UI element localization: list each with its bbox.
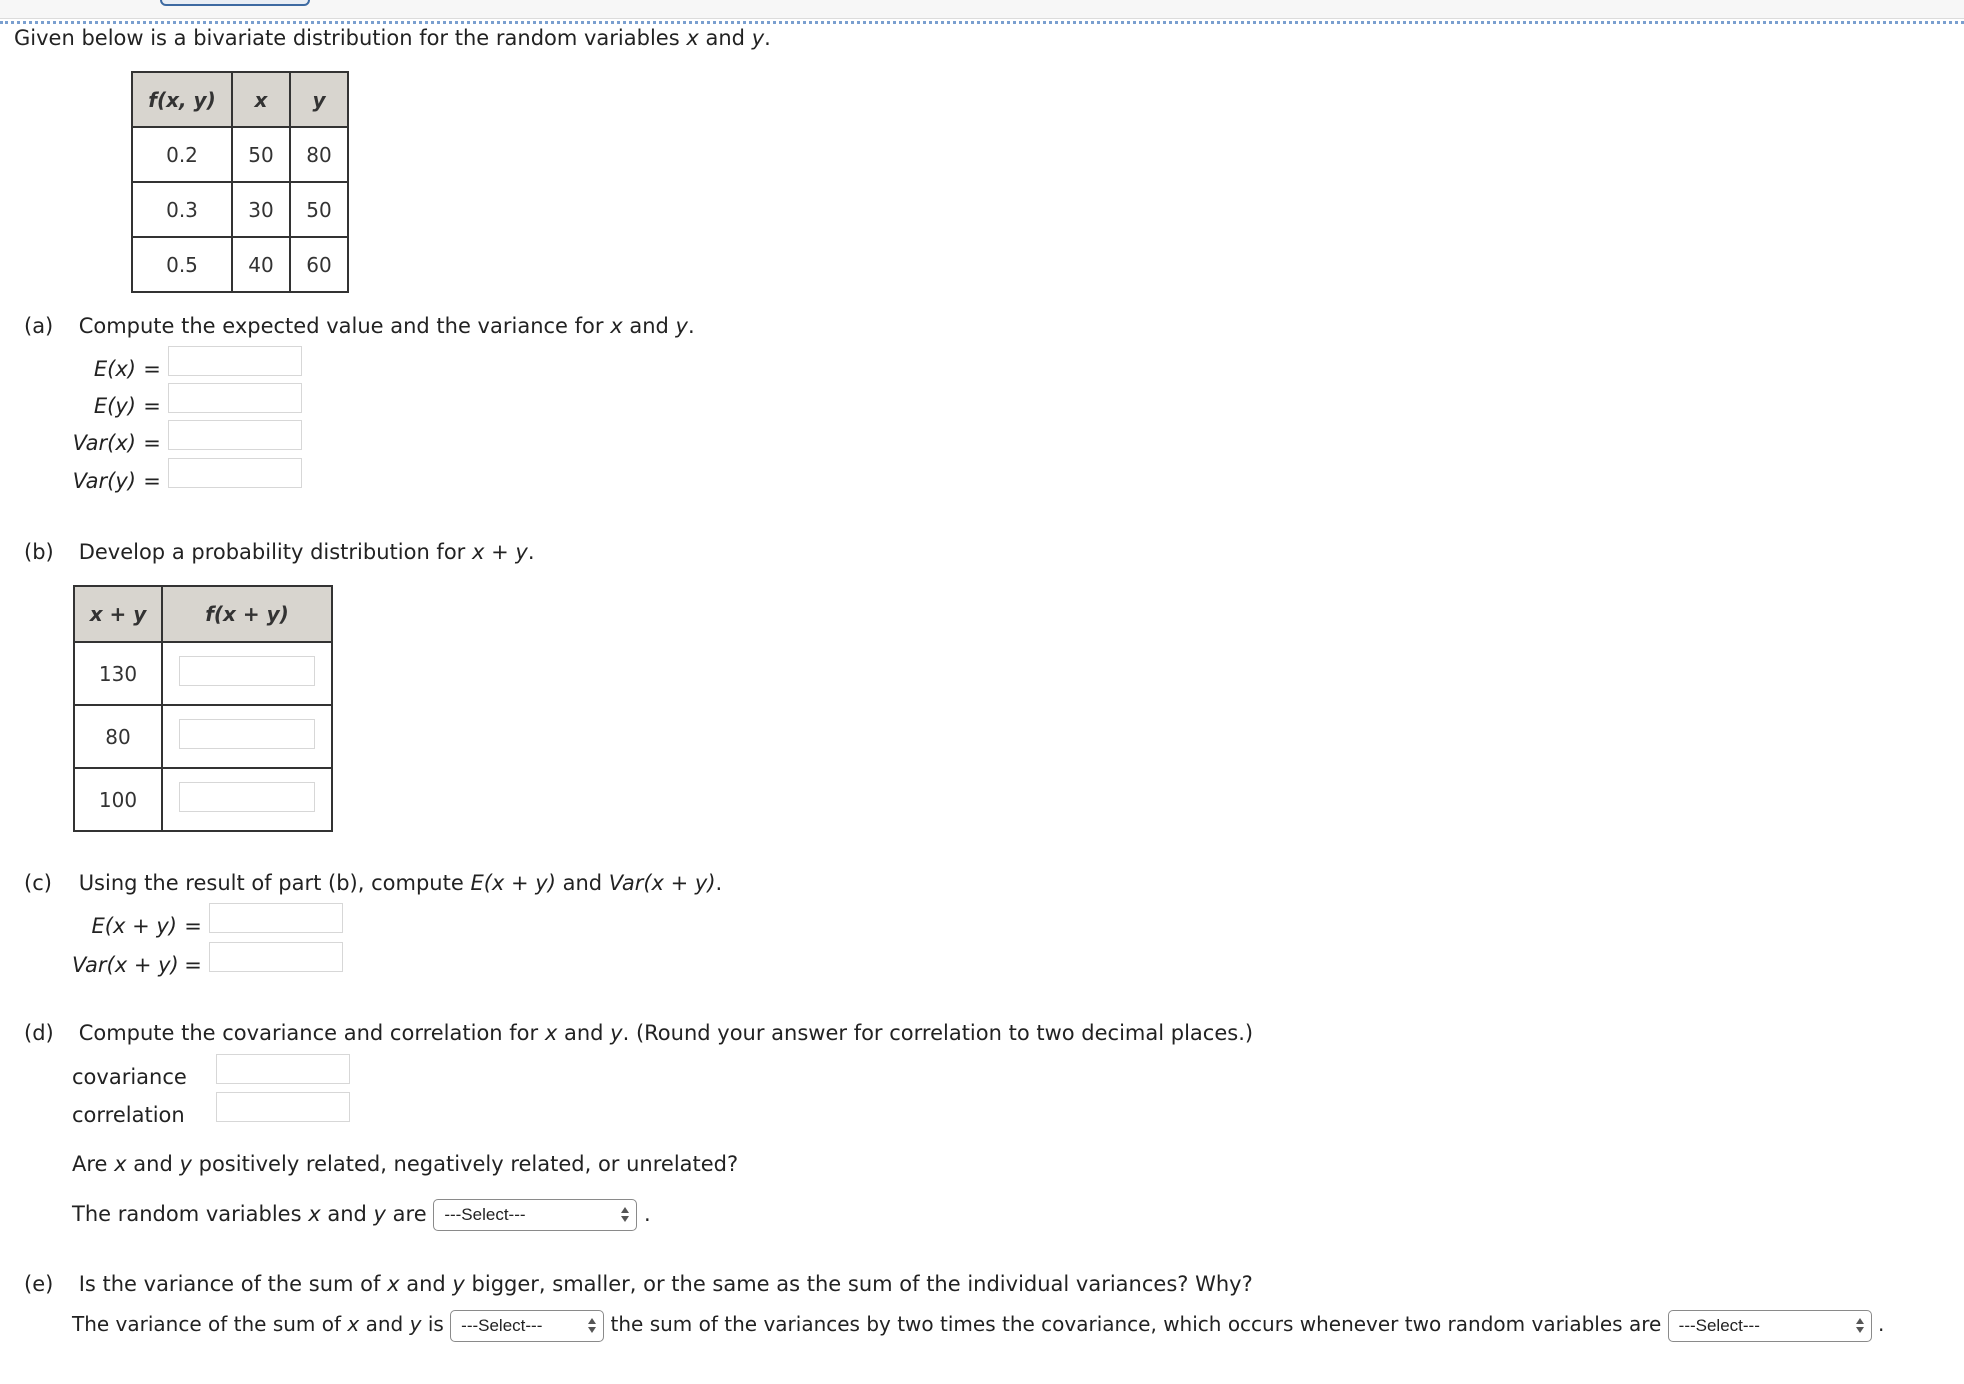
header-y: y bbox=[290, 72, 348, 127]
header-fsum: f(x + y) bbox=[162, 586, 332, 642]
ex-input[interactable] bbox=[168, 346, 302, 376]
part-c-question: (c) Using the result of part (b), compute E(x + y) and Var(x + y). bbox=[24, 871, 723, 895]
varx-input[interactable] bbox=[168, 420, 302, 450]
part-e-question: (e) Is the variance of the sum of x and y bigger, smaller, or the same as the sum of the individual variances? Why? bbox=[24, 1272, 1253, 1296]
esum-input[interactable] bbox=[209, 903, 343, 933]
correlation-row: correlation bbox=[72, 1092, 350, 1126]
varsum-row: Var(x + y) = bbox=[72, 942, 343, 976]
covariance-input[interactable] bbox=[216, 1054, 350, 1084]
table-row: 0.5 40 60 bbox=[132, 237, 348, 292]
covariance-row: covariance bbox=[72, 1054, 350, 1088]
f100-input[interactable] bbox=[179, 782, 315, 812]
intro-text: Given below is a bivariate distribution for the random variables x and y. bbox=[14, 26, 771, 50]
part-a-question: (a) Compute the expected value and the variance for x and y. bbox=[24, 314, 695, 338]
vary-row: Var(y) = bbox=[72, 458, 302, 492]
select-arrows-icon bbox=[587, 1317, 597, 1335]
f80-input[interactable] bbox=[179, 719, 315, 749]
dotted-divider bbox=[0, 21, 1964, 24]
esum-row: E(x + y) = bbox=[72, 903, 343, 937]
table-row: 130 bbox=[74, 642, 332, 705]
ey-input[interactable] bbox=[168, 383, 302, 413]
variance-compare-select[interactable]: ---Select--- bbox=[450, 1310, 604, 1342]
select-arrows-icon bbox=[620, 1206, 630, 1224]
top-toolbar bbox=[0, 0, 1964, 19]
select-arrows-icon bbox=[1855, 1317, 1865, 1335]
top-button[interactable] bbox=[160, 0, 310, 6]
f130-input[interactable] bbox=[179, 656, 315, 686]
relation-type-select[interactable]: ---Select--- bbox=[1668, 1310, 1872, 1342]
bivariate-table bbox=[131, 71, 349, 293]
part-e-sentence: The variance of the sum of x and y is ---Select--- the sum of the variances by two times the covariance, which occurs whenever two random variables are ---Select--- . bbox=[72, 1308, 1884, 1344]
table-row: 0.2 50 80 bbox=[132, 127, 348, 182]
table-row: 0.3 30 50 bbox=[132, 182, 348, 237]
header-fxy: f(x, y) bbox=[132, 72, 232, 127]
part-d-relation-sentence: The random variables x and y are ---Select--- . bbox=[72, 1198, 651, 1234]
correlation-input[interactable] bbox=[216, 1092, 350, 1122]
table-row: 80 bbox=[74, 705, 332, 768]
part-d-question: (d) Compute the covariance and correlation for x and y. (Round your answer for correlation to two decimal places.) bbox=[24, 1021, 1254, 1045]
ex-row: E(x) = bbox=[72, 346, 302, 380]
relation-select[interactable]: ---Select--- bbox=[433, 1199, 637, 1231]
sum-distribution-table bbox=[73, 585, 333, 832]
varx-row: Var(x) = bbox=[72, 420, 302, 454]
part-b-question: (b) Develop a probability distribution for x + y. bbox=[24, 540, 535, 564]
table-row: 100 bbox=[74, 768, 332, 831]
ey-row: E(y) = bbox=[72, 383, 302, 417]
header-x: x bbox=[232, 72, 290, 127]
varsum-input[interactable] bbox=[209, 942, 343, 972]
header-sum: x + y bbox=[74, 586, 162, 642]
vary-input[interactable] bbox=[168, 458, 302, 488]
part-d-relation-question: Are x and y positively related, negatively related, or unrelated? bbox=[72, 1152, 739, 1176]
